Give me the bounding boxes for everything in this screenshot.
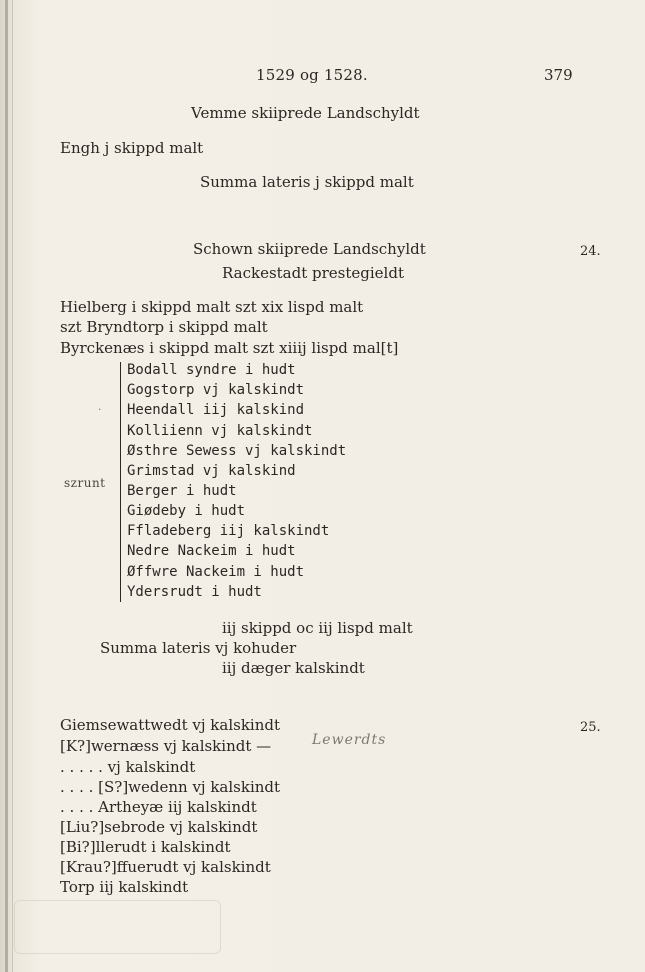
entry-line: [Krau?]ffuerudt vj kalskindt [60, 858, 271, 876]
margin-number: 24. [580, 244, 601, 259]
bracket-item: Giødeby i hudt [127, 503, 246, 519]
margin-dot: · [98, 403, 102, 416]
entry-line: Giemsewattwedt vj kalskindt [60, 716, 281, 734]
summa-line: iij skippd oc iij lispd malt [222, 619, 413, 637]
running-title: 1529 og 1528. [256, 66, 368, 84]
entry-line: Engh j skippd malt [60, 139, 204, 157]
entry-line: [K?]wernæss vj kalskindt — [60, 737, 272, 755]
summa-line: Summa lateris j skippd malt [200, 173, 414, 191]
entry-line: szt Bryndtorp i skippd malt [60, 318, 268, 336]
bracket-item: Bodall syndre i hudt [127, 362, 296, 378]
entry-line: . . . . . vj kalskindt [60, 758, 196, 776]
bracket-item: Heendall iij kalskind [127, 402, 305, 418]
entry-line: Byrckenæs i skippd malt szt xiiij lispd mal[t] [60, 339, 399, 357]
binding-gutter [5, 0, 8, 972]
binding-gutter-edge [12, 0, 13, 972]
summa-line: Summa lateris vj kohuder [100, 639, 297, 657]
bracket [120, 362, 126, 602]
margin-number: 25. [580, 720, 601, 735]
entry-line: [Bi?]llerudt i kalskindt [60, 838, 231, 856]
entry-line: . . . . Artheyæ iij kalskindt [60, 798, 257, 816]
section-title-schown: Schown skiiprede Landschyldt [193, 240, 426, 258]
bracket-item: Gogstorp vj kalskindt [127, 382, 305, 398]
entry-line: [Liu?]sebrode vj kalskindt [60, 818, 258, 836]
bracket-item: Ydersrudt i hudt [127, 584, 262, 600]
bracket-item: Ffladeberg iij kalskindt [127, 523, 330, 539]
page-number: 379 [544, 66, 573, 84]
bracket-item: Berger i hudt [127, 483, 237, 499]
bracket-item: Østhre Sewess vj kalskindt [127, 443, 347, 459]
entry-line: . . . . [S?]wedenn vj kalskindt [60, 778, 281, 796]
section-subtitle: Rackestadt prestegieldt [222, 264, 404, 282]
entry-line: Hielberg i skippd malt szt xix lispd malt [60, 298, 364, 316]
bracket-item: Grimstad vj kalskind [127, 463, 296, 479]
section-title-vemme: Vemme skiiprede Landschyldt [191, 104, 420, 122]
bracket-item: Kolliienn vj kalskindt [127, 423, 313, 439]
pencil-annotation: Lewerdts [312, 732, 387, 748]
bracket-item: Øffwre Nackeim i hudt [127, 564, 305, 580]
summa-line: iij dæger kalskindt [222, 659, 365, 677]
bracket-label: szrunt [64, 476, 106, 490]
page-stain [14, 900, 221, 954]
bracket-item: Nedre Nackeim i hudt [127, 543, 296, 559]
entry-line: Torp iij kalskindt [60, 878, 189, 896]
